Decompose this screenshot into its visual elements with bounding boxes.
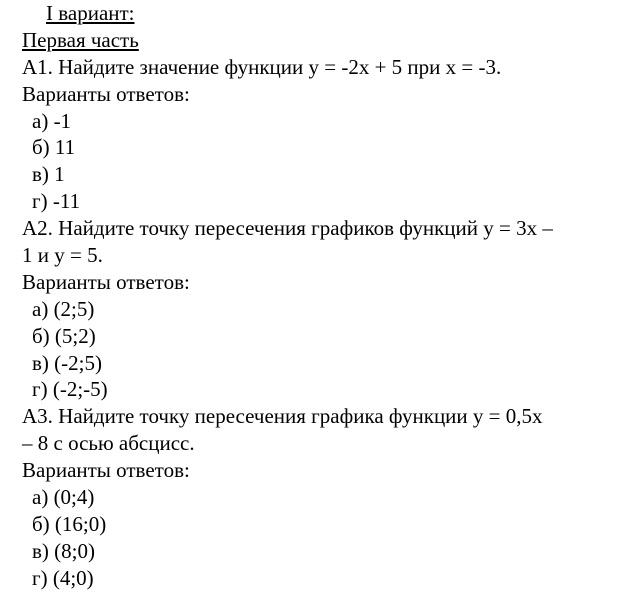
- question-text: А3. Найдите точку пересечения графика функции у = 0,5х: [22, 404, 543, 429]
- answer-option: а) (2;5): [32, 296, 95, 321]
- answer-option: в) (-2;5): [32, 350, 102, 375]
- answers-label: Варианты ответов:: [22, 81, 190, 106]
- question-a3: [22, 403, 622, 591]
- answer-option: а) -1: [32, 108, 72, 133]
- answer-option: а) (0;4): [32, 485, 95, 510]
- document-page: [22, 0, 622, 592]
- answer-option: г) (4;0): [32, 565, 94, 590]
- question-a1: [22, 54, 622, 215]
- answer-option: в) 1: [32, 162, 65, 187]
- answer-option: б) (5;2): [32, 323, 96, 348]
- section-heading: Первая часть: [22, 27, 139, 52]
- answer-option: г) -11: [32, 189, 81, 214]
- answer-option: г) (-2;-5): [32, 377, 108, 402]
- answer-option: в) (8;0): [32, 538, 95, 563]
- question-text: А2. Найдите точку пересечения графиков функций у = 3х –: [22, 216, 553, 241]
- answers-label: Варианты ответов:: [22, 269, 190, 294]
- answers-label: Варианты ответов:: [22, 458, 190, 483]
- variant-heading: I вариант:: [46, 1, 135, 25]
- question-text-continued: 1 и у = 5.: [22, 243, 103, 268]
- answer-option: б) (16;0): [32, 511, 107, 536]
- answer-option: б) 11: [32, 135, 76, 160]
- question-text-continued: – 8 с осью абсцисс.: [22, 431, 195, 456]
- question-a2: [22, 215, 622, 403]
- question-text: А1. Найдите значение функции у = -2х + 5 при х = -3.: [22, 54, 502, 79]
